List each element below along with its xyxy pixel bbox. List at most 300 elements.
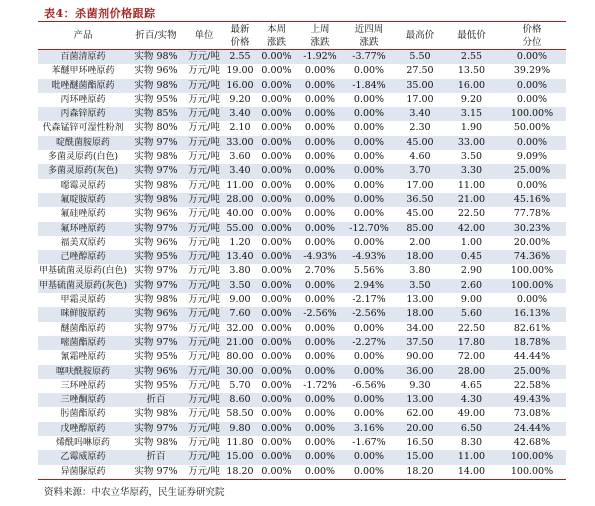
table-cell: -1.92% xyxy=(303,51,337,62)
table-row xyxy=(38,222,566,236)
table-cell: 100.00% xyxy=(510,108,554,120)
column-header-line: 本周 xyxy=(266,23,286,35)
column-header-line: 价格 xyxy=(522,23,542,35)
column-header: 折百/实物 xyxy=(128,22,184,50)
table-cell: 22.50 xyxy=(457,208,486,220)
table-cell: 0.00% xyxy=(304,465,336,477)
product-name-cell: 醚菌酯原药 xyxy=(60,323,106,334)
table-cell: 18.78% xyxy=(513,336,551,348)
column-header xyxy=(224,22,256,50)
table-row xyxy=(38,365,566,379)
table-cell: 25.00% xyxy=(513,365,551,377)
table-cell: 3.16% xyxy=(353,422,385,434)
table-cell: 0.00% xyxy=(304,222,336,234)
table-cell: 2.94% xyxy=(353,279,385,291)
table-cell: 9.09% xyxy=(516,151,548,163)
column-header-line: 涨跌 xyxy=(266,36,286,48)
product-name-cell: 多菌灵原药(灰色) xyxy=(47,166,119,177)
table-row xyxy=(38,350,566,364)
table-cell: 34.00 xyxy=(406,322,434,334)
table-cell: 0.00% xyxy=(261,379,292,391)
table-cell: 13.50 xyxy=(457,65,486,77)
table-cell: 万元/吨 xyxy=(188,179,220,191)
table-cell: 万元/吨 xyxy=(188,265,220,277)
table-cell: 0.00% xyxy=(261,136,292,148)
table-cell: 0.00% xyxy=(516,51,548,62)
table-cell: 0.00% xyxy=(261,93,292,105)
table-cell: 万元/吨 xyxy=(188,279,220,291)
table-cell: 3.40 xyxy=(229,108,251,120)
table-row xyxy=(38,121,566,135)
table-title: 表4：杀菌剂价格跟踪 xyxy=(44,7,156,20)
table-cell: 18.20 xyxy=(406,465,434,477)
product-name-cell: 己唑醇原药 xyxy=(60,252,106,263)
table-cell: 25.00% xyxy=(513,165,551,177)
table-cell: 0.00% xyxy=(261,236,292,248)
table-row xyxy=(38,107,566,121)
table-cell: 33.00 xyxy=(226,136,254,148)
table-cell: 24.44% xyxy=(513,422,551,434)
table-cell: 0.00% xyxy=(353,451,385,463)
table-cell: 0.00% xyxy=(516,93,548,105)
table-cell: -2.56% xyxy=(352,308,386,320)
table-row xyxy=(38,93,566,107)
product-name-cell: 乙霉威原药 xyxy=(60,452,106,463)
product-name-cell: 嘧菌酯原药 xyxy=(60,337,106,348)
table-cell: 0.00% xyxy=(516,179,548,191)
product-name-cell: 福美双原药 xyxy=(60,237,106,248)
table-cell: 17.00 xyxy=(406,93,434,105)
table-cell: 73.08% xyxy=(513,408,551,420)
table-cell: 实物 97% xyxy=(134,336,178,348)
table-cell: 13.40 xyxy=(226,251,254,263)
table-cell: 0.00% xyxy=(261,465,292,477)
product-name-cell: 丙森锌原药 xyxy=(60,109,106,120)
table-row xyxy=(38,407,566,421)
table-cell: 11.00 xyxy=(457,451,486,463)
table-cell: 万元/吨 xyxy=(188,322,220,334)
table-cell: 2.90 xyxy=(460,265,483,277)
column-header xyxy=(498,22,566,50)
table-cell: 0.00% xyxy=(261,108,292,120)
column-header-line: 上周 xyxy=(310,23,330,35)
table-cell: 0.00% xyxy=(304,79,336,91)
table-cell: 15.00 xyxy=(226,451,254,463)
product-name-cell: 丙环唑原药 xyxy=(60,94,106,105)
product-name-cell: 氟硅唑原药 xyxy=(60,209,106,220)
table-cell: 万元/吨 xyxy=(188,51,220,62)
table-cell: 实物 97% xyxy=(134,136,178,148)
table-cell: 21.00 xyxy=(457,193,486,205)
table-cell: 9.20 xyxy=(460,93,483,105)
table-cell: 35.00 xyxy=(406,79,434,91)
table-cell: -12.70% xyxy=(349,222,389,234)
table-row xyxy=(38,179,566,193)
table-cell: 万元/吨 xyxy=(188,79,220,91)
table-row xyxy=(38,436,566,450)
table-cell: 0.00% xyxy=(261,336,292,348)
table-cell: 0.00% xyxy=(304,422,336,434)
product-name-cell: 三环唑原药 xyxy=(60,380,106,391)
product-name-cell: 甲霜灵原药 xyxy=(60,295,106,306)
table-cell: 50.00% xyxy=(513,122,551,134)
table-cell: 39.29% xyxy=(513,65,551,77)
table-cell: 19.00 xyxy=(226,65,254,77)
table-cell: 万元/吨 xyxy=(188,379,220,391)
table-cell: 18.00 xyxy=(406,251,434,263)
table-cell: 18.00 xyxy=(406,308,434,320)
table-cell: 9.80 xyxy=(229,422,251,434)
product-name-cell: 噁霉灵原药 xyxy=(60,180,106,191)
table-cell: -1.67% xyxy=(352,437,386,449)
table-cell: 0.00% xyxy=(304,365,336,377)
table-cell: 实物 96% xyxy=(134,65,178,77)
table-cell: 9.00 xyxy=(229,294,251,306)
table-cell: 4.60 xyxy=(409,151,431,163)
table-cell: 49.43% xyxy=(513,394,551,406)
table-cell: 0.00% xyxy=(516,79,548,91)
table-cell: 0.00% xyxy=(304,451,336,463)
table-cell: 万元/吨 xyxy=(188,365,220,377)
table-header-row xyxy=(38,22,566,50)
table-cell: 5.50 xyxy=(409,51,431,62)
table-cell: 万元/吨 xyxy=(188,165,220,177)
table-cell: 5.56% xyxy=(353,265,385,277)
table-cell: 0.00% xyxy=(261,322,292,334)
table-cell: 37.50 xyxy=(406,336,434,348)
table-row xyxy=(38,236,566,250)
table-cell: 40.00 xyxy=(226,208,254,220)
table-row xyxy=(38,136,566,150)
table-cell: 0.00% xyxy=(304,93,336,105)
fungicide-price-table xyxy=(38,21,566,480)
table-cell: 2.55 xyxy=(229,51,251,62)
table-cell: 0.00% xyxy=(304,122,336,134)
table-cell: 0.00% xyxy=(304,108,336,120)
table-cell: 16.00 xyxy=(226,79,254,91)
table-cell: 0.00% xyxy=(304,208,336,220)
table-cell: 0.00% xyxy=(353,394,385,406)
table-cell: 72.00 xyxy=(457,351,486,363)
table-row xyxy=(38,322,566,336)
table-cell: 44.44% xyxy=(513,351,551,363)
table-cell: 0.00% xyxy=(353,322,385,334)
table-cell: 0.45 xyxy=(460,251,483,263)
table-cell: 33.00 xyxy=(457,136,486,148)
table-cell: 实物 96% xyxy=(134,208,178,220)
product-name-cell: 氟啶胺原药 xyxy=(60,194,106,205)
column-header xyxy=(297,22,343,50)
table-cell: 实物 95% xyxy=(134,379,178,391)
table-cell: 0.00% xyxy=(516,294,548,306)
table-cell: 3.70 xyxy=(409,165,431,177)
table-cell: 万元/吨 xyxy=(188,437,220,449)
product-name-cell: 苯醚甲环唑原药 xyxy=(51,66,115,77)
table-cell: 0.00% xyxy=(353,122,385,134)
table-cell: 8.60 xyxy=(229,394,251,406)
table-cell: 实物 98% xyxy=(134,51,178,62)
table-cell: 21.00 xyxy=(226,336,254,348)
table-cell: 实物 98% xyxy=(134,79,178,91)
table-cell: 13.00 xyxy=(406,294,434,306)
table-cell: 3.15 xyxy=(460,108,483,120)
table-cell: 36.50 xyxy=(406,193,434,205)
table-cell: -1.84% xyxy=(352,79,386,91)
table-row xyxy=(38,450,566,464)
table-row xyxy=(38,50,566,65)
table-cell: 13.00 xyxy=(406,394,434,406)
table-cell: 0.00% xyxy=(261,79,292,91)
table-cell: 0.00% xyxy=(261,151,292,163)
table-cell: 2.70% xyxy=(304,265,336,277)
table-cell: 0.00% xyxy=(261,165,292,177)
table-cell: 实物 98% xyxy=(134,193,178,205)
table-row xyxy=(38,293,566,307)
table-cell: 0.00% xyxy=(353,365,385,377)
table-cell: 0.00% xyxy=(304,165,336,177)
table-cell: 3.50 xyxy=(409,279,431,291)
product-name-cell: 噻呋酰胺原药 xyxy=(55,366,110,377)
table-cell: 0.00% xyxy=(304,322,336,334)
table-cell: 实物 97% xyxy=(134,465,178,477)
table-cell: 32.00 xyxy=(226,322,254,334)
table-cell: 62.00 xyxy=(406,408,434,420)
table-cell: 0.00% xyxy=(261,394,292,406)
table-row xyxy=(38,250,566,264)
table-cell: 万元/吨 xyxy=(188,222,220,234)
table-cell: 实物 98% xyxy=(134,179,178,191)
table-cell: 20.00 xyxy=(406,422,434,434)
table-cell: 实物 96% xyxy=(134,365,178,377)
table-cell: 0.00% xyxy=(261,193,292,205)
table-cell: 0.00% xyxy=(261,222,292,234)
table-cell: 0.00% xyxy=(261,437,292,449)
table-cell: 0.00% xyxy=(261,179,292,191)
product-name-cell: 烯酰吗啉原药 xyxy=(55,438,110,449)
table-cell: 1.90 xyxy=(460,122,483,134)
table-cell: 80.00 xyxy=(226,351,254,363)
table-cell: 9.00 xyxy=(460,294,483,306)
table-cell: 55.00 xyxy=(226,222,254,234)
table-cell: 0.00% xyxy=(353,236,385,248)
table-cell: 0.00% xyxy=(261,408,292,420)
column-header: 产品 xyxy=(38,22,128,50)
column-header: 单位 xyxy=(184,22,224,50)
table-cell: 万元/吨 xyxy=(188,236,220,248)
column-header xyxy=(256,22,297,50)
table-cell: 0.00% xyxy=(304,408,336,420)
table-cell: 实物 97% xyxy=(134,279,178,291)
table-cell: 17.00 xyxy=(406,179,434,191)
table-cell: 0.00% xyxy=(353,465,385,477)
table-cell: 45.16% xyxy=(513,193,551,205)
table-row xyxy=(38,422,566,436)
table-cell: 0.00% xyxy=(261,51,292,62)
table-cell: 实物 96% xyxy=(134,308,178,320)
table-cell: -2.56% xyxy=(303,308,337,320)
table-cell: 0.00% xyxy=(304,65,336,77)
table-cell: 实物 98% xyxy=(134,294,178,306)
table-cell: 2.55 xyxy=(460,51,483,62)
table-cell: 0.00% xyxy=(353,208,385,220)
table-row xyxy=(38,379,566,393)
table-cell: 0.00% xyxy=(516,136,548,148)
table-cell: 0.00% xyxy=(304,394,336,406)
table-cell: 实物 97% xyxy=(134,265,178,277)
table-cell: 0.00% xyxy=(353,108,385,120)
product-name-cell: 甲基硫菌灵原药(白色) xyxy=(38,266,128,277)
table-cell: 45.00 xyxy=(406,136,434,148)
table-cell: 万元/吨 xyxy=(188,208,220,220)
table-cell: 0.00% xyxy=(261,265,292,277)
product-name-cell: 氰霜唑原药 xyxy=(60,352,106,363)
table-cell: 17.80 xyxy=(457,336,486,348)
price-table-container xyxy=(38,21,566,480)
table-cell: 1.00 xyxy=(460,236,483,248)
table-cell: 0.00% xyxy=(261,351,292,363)
table-cell: 0.00% xyxy=(304,351,336,363)
table-cell: 万元/吨 xyxy=(188,308,220,320)
table-row xyxy=(38,307,566,321)
table-cell: 15.00 xyxy=(406,451,434,463)
table-cell: 3.40 xyxy=(409,108,431,120)
table-cell: 0.00% xyxy=(261,251,292,263)
table-cell: 4.30 xyxy=(460,394,483,406)
table-cell: 22.58% xyxy=(513,379,551,391)
table-cell: 11.00 xyxy=(457,179,486,191)
table-cell: -2.17% xyxy=(352,294,386,306)
table-cell: 折百 xyxy=(146,451,166,463)
table-cell: 77.78% xyxy=(513,208,551,220)
table-row xyxy=(38,164,566,178)
table-cell: 6.50 xyxy=(460,422,483,434)
table-cell: 0.00% xyxy=(261,279,292,291)
table-cell: 0.00% xyxy=(261,422,292,434)
product-name-cell: 百菌清原药 xyxy=(60,52,106,62)
product-name-cell: 咪鲜胺原药 xyxy=(60,309,106,320)
table-cell: 11.00 xyxy=(226,179,254,191)
table-cell: 实物 98% xyxy=(134,151,178,163)
table-cell: 万元/吨 xyxy=(188,294,220,306)
product-name-cell: 氟环唑原药 xyxy=(60,223,106,234)
table-cell: 实物 95% xyxy=(134,251,178,263)
column-header-line: 最新 xyxy=(230,23,250,35)
table-cell: 万元/吨 xyxy=(188,422,220,434)
table-cell: 0.00% xyxy=(261,208,292,220)
table-cell: 16.00 xyxy=(457,79,486,91)
table-cell: 0.00% xyxy=(261,65,292,77)
product-name-cell: 多菌灵原药(白色) xyxy=(47,152,119,163)
product-name-cell: 肟菌酯原药 xyxy=(60,409,106,420)
table-cell: 9.20 xyxy=(229,93,251,105)
table-cell: 27.50 xyxy=(406,65,434,77)
product-name-cell: 代森锰锌可湿性粉剂 xyxy=(42,123,124,134)
table-cell: 0.00% xyxy=(304,236,336,248)
table-cell: 28.00 xyxy=(457,365,486,377)
table-cell: 100.00% xyxy=(510,451,554,463)
table-cell: -1.72% xyxy=(303,379,337,391)
table-cell: 万元/吨 xyxy=(188,93,220,105)
table-cell: 实物 96% xyxy=(134,236,178,248)
table-cell: 0.00% xyxy=(304,437,336,449)
table-cell: 万元/吨 xyxy=(188,336,220,348)
table-row xyxy=(38,64,566,78)
table-cell: 0.00% xyxy=(261,451,292,463)
table-cell: 90.00 xyxy=(406,351,434,363)
table-row xyxy=(38,279,566,293)
product-name-cell: 异菌脲原药 xyxy=(60,466,106,477)
table-cell: 1.20 xyxy=(229,236,251,248)
table-cell: 0.00% xyxy=(353,165,385,177)
column-header-line: 涨跌 xyxy=(310,36,330,48)
table-cell: 0.00% xyxy=(261,365,292,377)
table-cell: 0.00% xyxy=(353,151,385,163)
table-cell: 0.00% xyxy=(353,351,385,363)
table-cell: 0.00% xyxy=(304,151,336,163)
table-row xyxy=(38,79,566,93)
table-cell: 万元/吨 xyxy=(188,408,220,420)
table-cell: 3.40 xyxy=(229,165,251,177)
table-cell: 100.00% xyxy=(510,265,554,277)
table-cell: 0.00% xyxy=(304,136,336,148)
column-header-line: 价格 xyxy=(230,36,250,48)
table-cell: 万元/吨 xyxy=(188,351,220,363)
table-cell: 7.60 xyxy=(229,308,251,320)
table-cell: 5.70 xyxy=(229,379,251,391)
table-cell: 36.00 xyxy=(406,365,434,377)
table-cell: 万元/吨 xyxy=(188,251,220,263)
table-cell: 74.36% xyxy=(513,251,551,263)
table-cell: -4.93% xyxy=(352,251,386,263)
table-cell: 万元/吨 xyxy=(188,151,220,163)
table-cell: 2.30 xyxy=(409,122,431,134)
product-name-cell: 啶酰菌胺原药 xyxy=(55,137,110,148)
table-cell: 0.00% xyxy=(353,65,385,77)
table-cell: 2.00 xyxy=(409,236,431,248)
table-row xyxy=(38,150,566,164)
table-cell: 4.65 xyxy=(460,379,483,391)
table-cell: 0.00% xyxy=(353,179,385,191)
table-cell: -6.56% xyxy=(352,379,386,391)
table-cell: 0.00% xyxy=(304,179,336,191)
table-cell: 3.80 xyxy=(409,265,431,277)
table-cell: 万元/吨 xyxy=(188,465,220,477)
column-header-line: 分位 xyxy=(522,36,542,48)
table-cell: 0.00% xyxy=(353,93,385,105)
table-cell: 0.00% xyxy=(304,193,336,205)
table-cell: 100.00% xyxy=(510,279,554,291)
table-cell: 实物 95% xyxy=(134,93,178,105)
table-cell: 实物 97% xyxy=(134,222,178,234)
column-header: 最低价 xyxy=(445,22,498,50)
table-cell: 85.00 xyxy=(406,222,434,234)
column-header-line: 涨跌 xyxy=(359,36,379,48)
product-name-cell: 甲基硫菌灵原药(灰色) xyxy=(38,280,128,291)
table-cell: 实物 98% xyxy=(134,408,178,420)
table-cell: 82.61% xyxy=(513,322,551,334)
table-row xyxy=(38,465,566,480)
table-cell: 0.00% xyxy=(353,136,385,148)
table-row xyxy=(38,193,566,207)
table-cell: 0.00% xyxy=(353,408,385,420)
table-cell: 28.00 xyxy=(226,193,254,205)
table-cell: 49.00 xyxy=(457,408,486,420)
table-cell: 万元/吨 xyxy=(188,136,220,148)
table-row xyxy=(38,336,566,350)
table-cell: 8.30 xyxy=(460,437,483,449)
table-cell: 20.00% xyxy=(513,236,551,248)
table-row xyxy=(38,207,566,221)
